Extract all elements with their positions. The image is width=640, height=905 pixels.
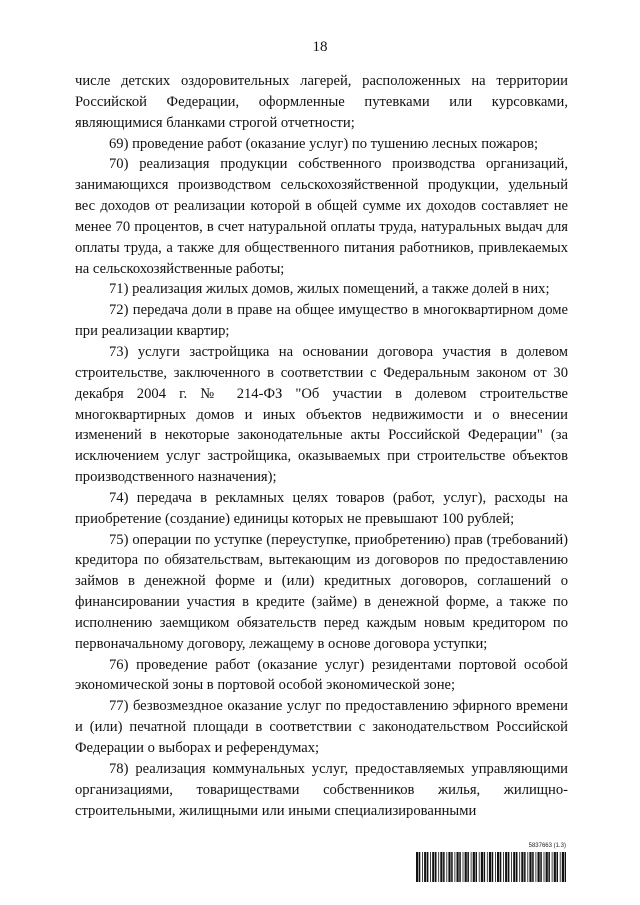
paragraph: 76) проведение работ (оказание услуг) резидентами портовой особой экономической зоны в портовой особой экономической зоне; [75,656,568,694]
barcode-bar [552,852,553,882]
barcode-bar [463,852,464,882]
barcode-bar [443,852,445,882]
paragraph: 72) передача доли в праве на общее имущество в многоквартирном доме при реализации квартир; [75,302,568,340]
barcode-bar [527,852,528,882]
barcode-caption: 5837663 (1.3) [528,843,566,849]
barcode-bar [524,852,526,882]
barcode-bar [548,852,550,882]
barcode-bar [489,852,491,882]
barcode-bar [427,852,429,882]
barcode-bar [473,852,475,882]
page-number: 18 [312,39,328,55]
barcode-bar [419,852,421,882]
barcode-bar [538,852,540,882]
barcode-bar [557,852,559,882]
barcode-bar [487,852,488,882]
barcode-bar [521,852,523,882]
barcode-bar [457,852,459,882]
barcode-bar [554,852,556,882]
barcode-bar [544,852,545,882]
barcode-bar [540,852,542,882]
barcode-bar [448,852,450,882]
barcode-bar [505,852,507,882]
barcode-bar [459,852,461,882]
barcode-bar [424,852,426,882]
paragraph: 73) услуги застройщика на основании договора участия в долевом строительстве, заключенного в соответствии с Федеральным законом от 30 декабря 2004 г. № 214-ФЗ "Об участии в долевом строительстве многоквартирных домов и иных объектов недвижимости и о внесении изменений в некоторые законодательные акты Российской Федерации" (за исключением услуг застройщика, оказываемых при строительстве объектов производственного назначения); [75,343,568,486]
barcode-block [416,843,566,883]
paragraph: 74) передача в рекламных целях товаров (работ, услуг), расходы на приобретение (создание) единицы которых не превышают 100 рублей; [75,489,568,527]
barcode-bar [455,852,456,882]
barcode-bar [446,852,447,882]
barcode-bar [451,852,453,882]
barcode-bar [422,852,423,882]
barcode-bar [565,852,566,882]
barcode-bar [432,852,434,882]
barcode-bar [562,852,564,882]
barcode-bar [495,852,496,882]
barcode-bar [513,852,515,882]
barcode-bar [497,852,499,882]
barcode-bar [508,852,510,882]
barcode-bar [503,852,504,882]
barcode-bar [471,852,472,882]
barcode-bar [529,852,531,882]
barcode-bar [536,852,537,882]
barcode-bar [484,852,486,882]
paragraph: 75) операции по уступке (переуступке, приобретению) прав (требований) кредитора по обязательствам, вытекающим из договоров по предоставлению займов в денежной форме и (или) кредитных договоров, соглашений о финансировании участия в кредите (займе) в денежной форме, а также по исполнению заемщиком обязательств перед каждым новым кредитором по первоначальному договору, лежащему в основе договора уступки; [75,531,568,652]
barcode-bar [516,852,518,882]
barcode-bar [467,852,469,882]
paragraph: 77) безвозмездное оказание услуг по предоставлению эфирного времени и (или) печатной площади в соответствии с законодательством Российской Федерации о выборах и референдумах; [75,698,568,756]
barcode-bar [440,852,442,882]
barcode-bar [492,852,494,882]
paragraph: 69) проведение работ (оказание услуг) по тушению лесных пожаров; [109,135,539,152]
barcode-bar [519,852,520,882]
barcode-bar [560,852,561,882]
barcode-image [416,852,566,882]
barcode-bar [481,852,483,882]
barcode-bar [546,852,548,882]
paragraph: 78) реализация коммунальных услуг, предоставляемых управляющими организациями, товариществами собственников жилья, жилищно-строительными, жилищными или иными специализированными [75,760,568,819]
barcode-bar [532,852,534,882]
barcode-bar [416,852,418,882]
paragraph: 71) реализация жилых домов, жилых помещений, а также долей в них; [109,281,550,298]
paragraph: числе детских оздоровительных лагерей, расположенных на территории Российской Федерации, оформленные путевками или курсовками, являющимися бланками строгой отчетности; [75,73,568,131]
barcode-bar [476,852,478,882]
barcode-bar [438,852,439,882]
barcode-bar [435,852,437,882]
barcode-bar [465,852,467,882]
barcode-bar [511,852,512,882]
document-body [75,71,568,821]
barcode-bar [430,852,431,882]
barcode-bar [479,852,480,882]
barcode-bar [500,852,502,882]
paragraph: 70) реализация продукции собственного производства организаций, занимающихся производством сельскохозяйственной продукции, удельный вес доходов от реализации которой в общей сумме их доходов составляет не менее 70 процентов, в счет натуральной оплаты труда, натуральных выдач для оплаты труда, а также для общественного питания работников, привлекаемых на сельскохозяйственные работы; [75,156,568,277]
